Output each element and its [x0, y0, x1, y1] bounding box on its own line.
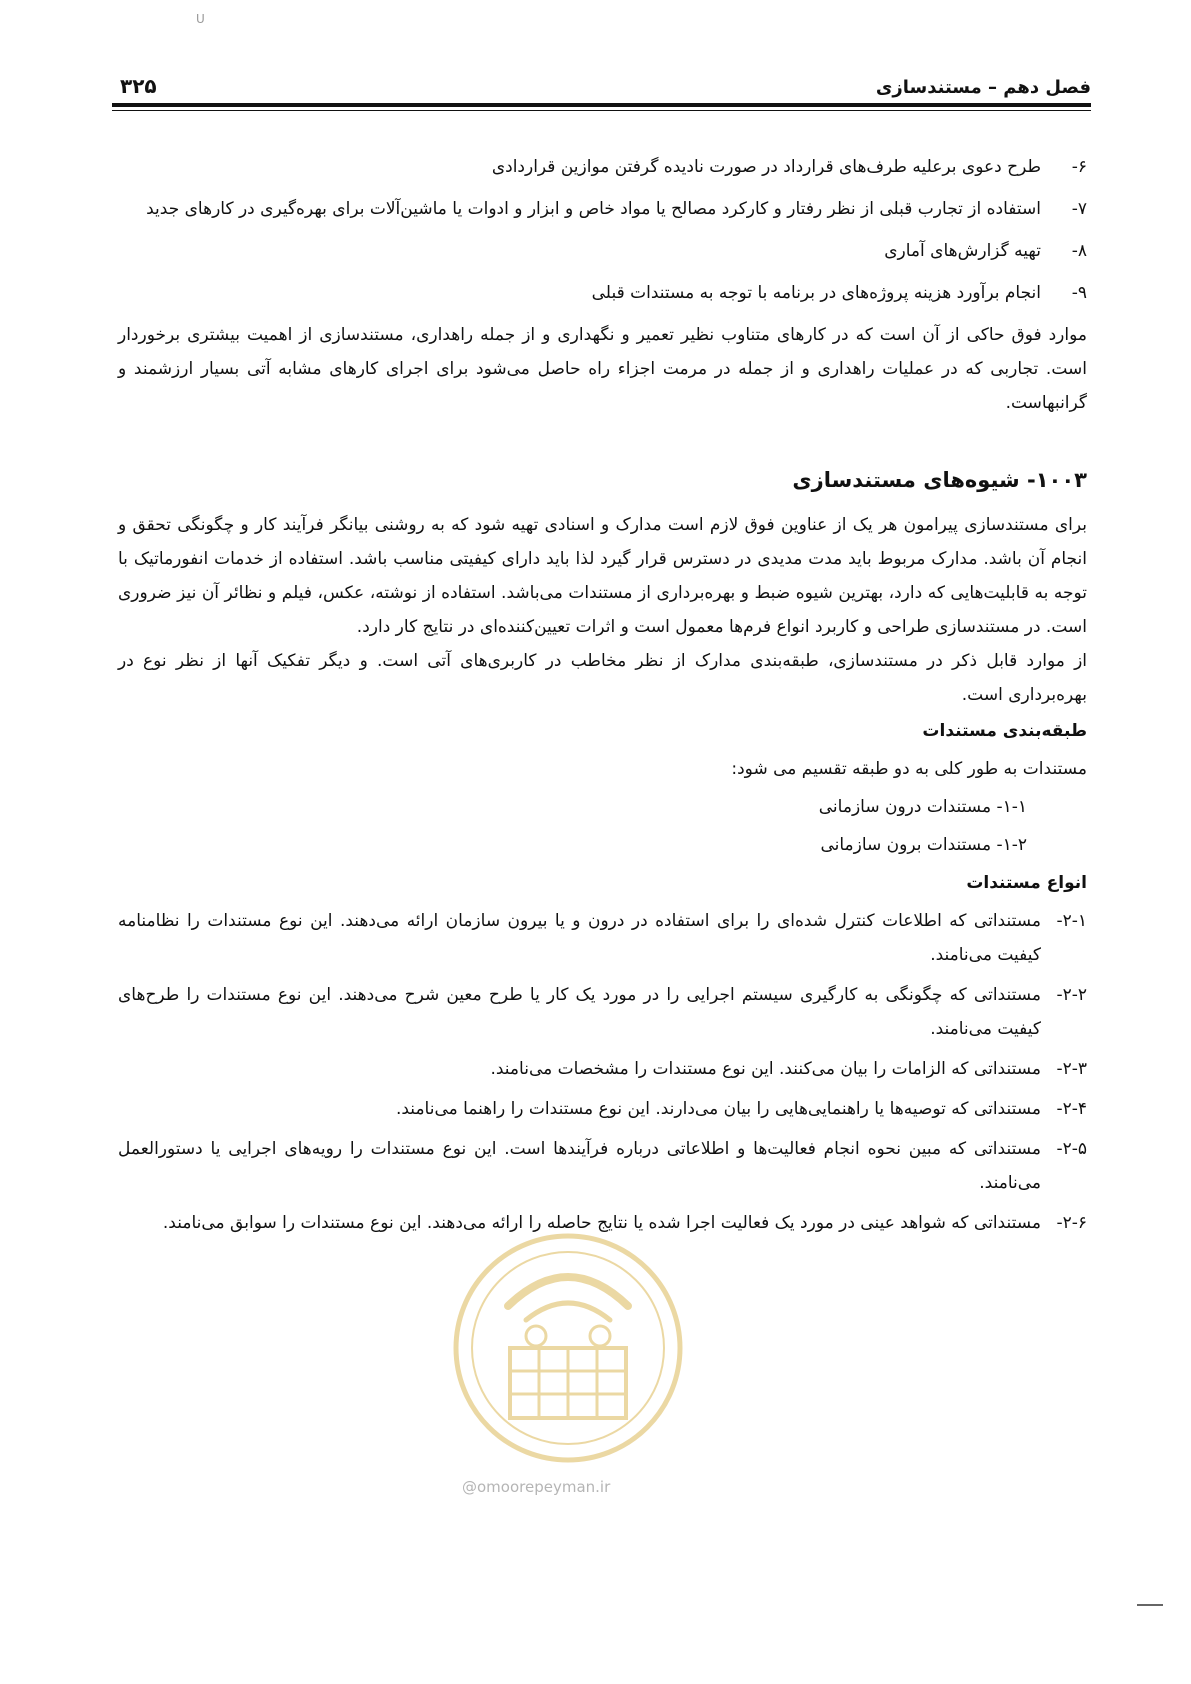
scan-mark: U	[196, 12, 205, 26]
item-number: ۲-۴-	[1056, 1099, 1087, 1119]
item-number: ۶-	[1071, 157, 1087, 177]
item-number: ۸-	[1071, 241, 1087, 261]
type-item	[118, 1132, 1087, 1200]
intro-item	[118, 276, 1087, 310]
item-text: مستنداتی که مبین نحوه انجام فعالیت‌ها و اطلاعاتی درباره فرآیندها است. این نوع مستندات را رویه‌های اجرایی یا دستورالعمل می‌نامند.	[118, 1139, 1041, 1193]
item-text: مستنداتی که شواهد عینی در مورد یک فعالیت اجرا شده یا نتایج حاصله را ارائه می‌دهند. این نوع مستندات را سوابق می‌نامند.	[162, 1213, 1041, 1233]
item-number: ۲-۶-	[1056, 1213, 1087, 1233]
classification-heading: طبقه‌بندی مستندات	[922, 721, 1087, 741]
item-text: مستنداتی که چگونگی به کارگیری سیستم اجرایی را در مورد یک کار یا طرح معین شرح می‌دهند. این نوع مستندات را طرح‌های کیفیت می‌نامند.	[118, 985, 1041, 1039]
item-text: تهیه گزارش‌های آماری	[884, 241, 1041, 261]
item-text: مستنداتی که الزامات را بیان می‌کنند. این نوع مستندات را مشخصات می‌نامند.	[490, 1059, 1041, 1079]
watermark-logo-icon	[448, 1228, 688, 1468]
section-paragraph: برای مستندسازی پیرامون هر یک از عناوین فوق لازم است مدارک و اسنادی تهیه شود که به روشنی بیانگر فرآیند کار و چگونگی تحقق و انجام آن باشد. مدارک مربوط باید مدت مدیدی در دسترس قرار گیرد لذا باید دارای کیفیتی مناسب باشد. استفاده از خدمات انفورماتیک با توجه به قابلیت‌هایی که دارد، بهترین شیوه ضبط و بهره‌برداری از مستندات می‌باشد. استفاده از نوشته، عکس، فیلم و نظائر آن نیز ضروری است. در مستندسازی طراحی و کاربرد انواع فرم‌ها معمول است و اثرات تعیین‌کننده‌ای در نتایج کار دارد.	[118, 515, 1087, 637]
page-number: ۳۲۵	[120, 74, 157, 98]
type-item	[118, 978, 1087, 1046]
chapter-title: فصل دهم – مستندسازی	[875, 77, 1091, 98]
type-item	[118, 904, 1087, 972]
item-text: استفاده از تجارب قبلی از نظر رفتار و کارکرد مصالح یا مواد خاص و ابزار و ادوات یا ماشین‌آلات برای بهره‌گیری در کارهای جدید	[146, 199, 1041, 219]
intro-item	[118, 234, 1087, 268]
classification-item: ۱-۲- مستندات برون سازمانی	[820, 835, 1027, 855]
section-title: ۱۰۰۳- شیوه‌های مستندسازی	[792, 468, 1087, 492]
intro-item	[118, 150, 1087, 184]
classification-intro: مستندات به طور کلی به دو طبقه تقسیم می شود:	[731, 759, 1087, 779]
type-item	[118, 1206, 1087, 1240]
watermark-url: @omoorepeyman.ir	[462, 1478, 611, 1496]
item-text: انجام برآورد هزینه پروژه‌های در برنامه با توجه به مستندات قبلی	[591, 283, 1041, 303]
types-heading: انواع مستندات	[966, 873, 1087, 893]
type-item	[118, 1092, 1087, 1126]
item-text: طرح دعوی برعلیه طرف‌های قرارداد در صورت نادیده گرفتن موازین قراردادی	[491, 157, 1041, 177]
intro-item	[118, 192, 1087, 226]
item-number: ۹-	[1071, 283, 1087, 303]
type-item	[118, 1052, 1087, 1086]
classification-item: ۱-۱- مستندات درون سازمانی	[818, 797, 1027, 817]
item-text: مستنداتی که اطلاعات کنترل شده‌ای را برای استفاده در درون و یا بیرون سازمان ارائه می‌دهند. این نوع مستندات را نظامنامه کیفیت می‌نامند.	[118, 911, 1041, 965]
item-number: ۲-۲-	[1056, 985, 1087, 1005]
item-number: ۲-۳-	[1056, 1059, 1087, 1079]
header-rule-thin	[112, 110, 1091, 111]
item-text: مستنداتی که توصیه‌ها یا راهنمایی‌هایی را بیان می‌دارند. این نوع مستندات را راهنما می‌نامند.	[395, 1099, 1041, 1119]
intro-paragraph: موارد فوق حاکی از آن است که در کارهای متناوب نظیر تعمیر و نگهداری و از جمله راهداری، مستندسازی از اهمیت بیشتری برخوردار است. تجاربی که در عملیات راهداری و از جمله در مرمت اجزاء راه حاصل می‌شود برای اجرای کارهای مشابه آتی بسیار ارزشمند و گرانبهاست.	[118, 325, 1087, 413]
page-header	[110, 64, 1091, 98]
item-number: ۲-۵-	[1056, 1139, 1087, 1159]
page-body	[118, 150, 1087, 1246]
item-number: ۷-	[1071, 199, 1087, 219]
header-rule-thick	[112, 103, 1091, 107]
section-paragraph: از موارد قابل ذکر در مستندسازی، طبقه‌بندی مدارک از نظر مخاطب در کاربری‌های آتی است. و دیگر تفکیک آنها از نظر نوع در بهره‌برداری است.	[118, 651, 1087, 705]
item-number: ۲-۱-	[1056, 911, 1087, 931]
corner-mark	[1137, 1604, 1163, 1606]
